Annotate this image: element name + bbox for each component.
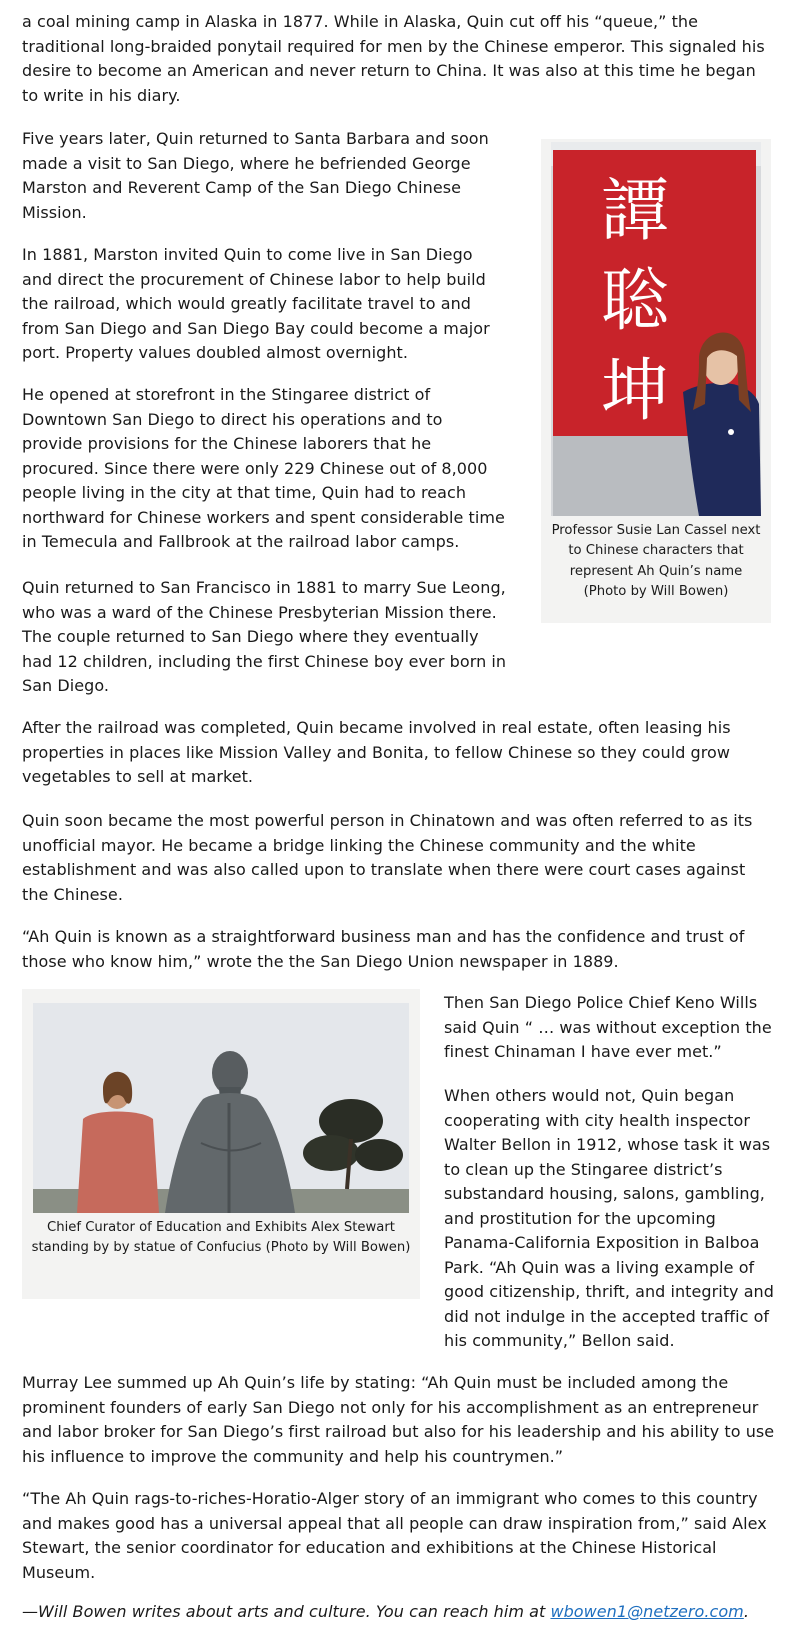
banner-character: 聡 [600, 262, 670, 341]
banner-photo-illustration [551, 142, 761, 516]
author-signature [22, 1600, 782, 1625]
banner-photo-caption: Professor Susie Lan Cassel next to Chinese characters that represent Ah Quin’s name (Photo by Will Bowen) [551, 523, 761, 599]
article-paragraph: Murray Lee summed up Ah Quin’s life by stating: “Ah Quin must be included among the prominent founders of early San Diego not only for his accomplishment as an entrepreneur and labor broker for San Diego’s first railroad but also for his leadership and his ability to use his influence to improve the community and help his countrymen.” [22, 1373, 775, 1466]
article-paragraph: a coal mining camp in Alaska in 1877. While in Alaska, Quin cut off his “queue,” the traditional long-braided ponytail required for men by the Chinese emperor. This signaled his desire to become an American and never return to China. It was also at this time he began to write in his diary. [22, 12, 765, 105]
banner-character: 坤 [600, 352, 670, 431]
article-paragraph: “The Ah Quin rags-to-riches-Horatio-Alger story of an immigrant who comes to this country and makes good has a universal appeal that all people can draw inspiration from,” said Alex Stewart, the senior coordinator for education and exhibitions at the Chinese Historical Museum. [22, 1489, 767, 1582]
article-paragraph: When others would not, Quin began cooperating with city health inspector Walter Bellon in 1912, whose task it was to clean up the Stingaree district’s substandard housing, salons, gambling, and prostitution for the upcoming Panama-California Exposition in Balboa Park. “Ah Quin was a living example of good citizenship, thrift, and integrity and did not indulge in the accepted traffic of his community,” Bellon said. [444, 1086, 774, 1350]
article-paragraph: “Ah Quin is known as a straightforward business man and has the confidence and trust of those who know him,” wrote the the San Diego Union newspaper in 1889. [22, 927, 745, 971]
banner-photo [551, 142, 761, 516]
article-paragraph: After the railroad was completed, Quin became involved in real estate, often leasing his properties in places like Mission Valley and Bonita, to fellow Chinese so they could grow vegetables to sell at market. [22, 718, 731, 786]
statue-photo-figure [22, 989, 420, 1299]
statue-photo-caption: Chief Curator of Education and Exhibits Alex Stewart standing by by statue of Confucius (Photo by Will Bowen) [31, 1220, 411, 1256]
statue-photo [33, 1003, 409, 1213]
banner-photo-figure [541, 139, 771, 623]
article-paragraph: In 1881, Marston invited Quin to come live in San Diego and direct the procurement of Chinese labor to help build the railroad, which would greatly facilitate travel to and from San Diego and San Diego Bay could become a major port. Property values doubled almost overnight. [22, 245, 490, 362]
article-paragraph: Five years later, Quin returned to Santa Barbara and soon made a visit to San Diego, where he befriended George Marston and Reverent Camp of the San Diego Chinese Mission. [22, 129, 489, 222]
statue-photo-illustration [33, 1003, 409, 1213]
article-paragraph: He opened at storefront in the Stingaree district of Downtown San Diego to direct his operations and to provide provisions for the Chinese laborers that he procured. Since there were only 229 Chinese out of 8,000 people living in the city at that time, Quin had to reach northward for Chinese workers and spent considerable time in Temecula and Fallbrook at the railroad labor camps. [22, 385, 505, 551]
article-paragraph: Quin returned to San Francisco in 1881 to marry Sue Leong, who was a ward of the Chinese Presbyterian Mission there. The couple returned to San Diego where they eventually had 12 children, including the first Chinese boy ever born in San Diego. [22, 578, 507, 695]
article-paragraph: Quin soon became the most powerful person in Chinatown and was often referred to as its unofficial mayor. He became a bridge linking the Chinese community and the white establishment and was also called upon to translate when there were court cases against the Chinese. [22, 811, 753, 904]
author-email-link[interactable]: wbowen1@netzero.com [550, 1602, 744, 1621]
signature-end: . [743, 1602, 749, 1621]
signature-text: —Will Bowen writes about arts and culture. You can reach him at [22, 1602, 551, 1621]
banner-character: 譚 [600, 172, 670, 251]
article-paragraph: Then San Diego Police Chief Keno Wills said Quin “ … was without exception the finest Chinaman I have ever met.” [444, 993, 772, 1061]
